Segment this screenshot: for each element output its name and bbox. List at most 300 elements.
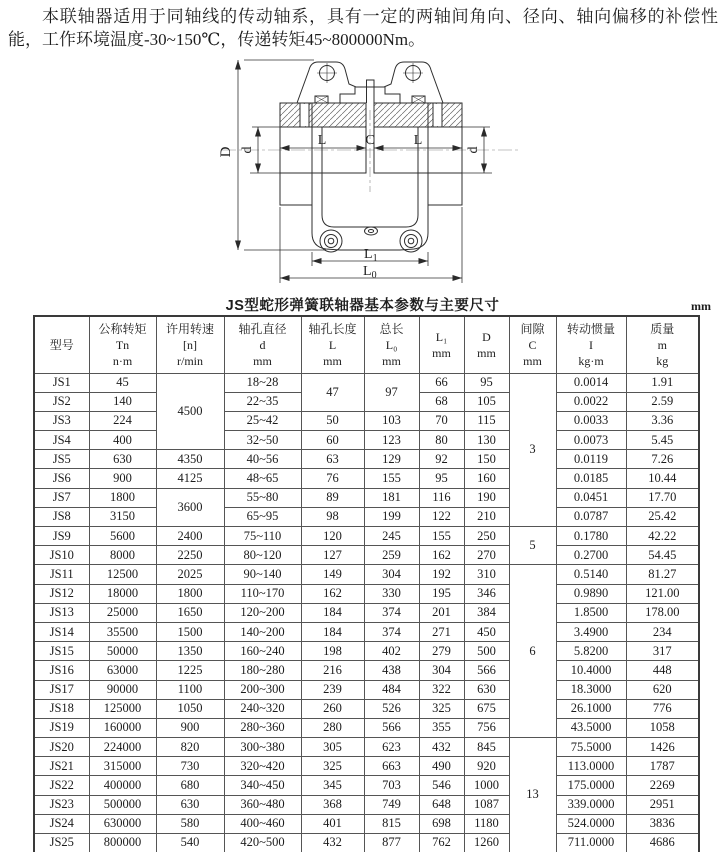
cell: 815 (364, 814, 419, 833)
cell: 45 (89, 373, 156, 392)
table-row (34, 776, 699, 795)
cell: JS18 (34, 699, 89, 718)
cell: 300~380 (224, 738, 301, 757)
cell: JS8 (34, 507, 89, 526)
cell: 1.8500 (556, 603, 626, 622)
cell: 900 (156, 718, 224, 737)
cell: 526 (364, 699, 419, 718)
table-row (34, 834, 699, 852)
cell: 18000 (89, 584, 156, 603)
cell: 43.5000 (556, 718, 626, 737)
cell: 25.42 (626, 507, 699, 526)
cell: 630 (89, 450, 156, 469)
cell: 7.26 (626, 450, 699, 469)
cell: 184 (301, 622, 364, 641)
cell: 4686 (626, 834, 699, 852)
cell: 122 (419, 507, 464, 526)
cell: 224000 (89, 738, 156, 757)
cell: JS7 (34, 488, 89, 507)
lug-bolt-hole-left (317, 63, 337, 83)
cell: 25~42 (224, 411, 301, 430)
table-row (34, 431, 699, 450)
table-row (34, 373, 699, 392)
cell: JS14 (34, 622, 89, 641)
cell: 155 (419, 527, 464, 546)
cell: 240~320 (224, 699, 301, 718)
cover-bolt-left (320, 230, 342, 252)
cell: 368 (301, 795, 364, 814)
cell: 2025 (156, 565, 224, 584)
cell: 121.00 (626, 584, 699, 603)
table-row (34, 642, 699, 661)
cell: 178.00 (626, 603, 699, 622)
cell: 620 (626, 680, 699, 699)
cell: 250 (464, 527, 509, 546)
cell: 115 (464, 411, 509, 430)
cell: 820 (156, 738, 224, 757)
cell: 76 (301, 469, 364, 488)
header-row (34, 316, 699, 373)
cell: 280~360 (224, 718, 301, 737)
cell: 762 (419, 834, 464, 852)
cell: 260 (301, 699, 364, 718)
cell: JS4 (34, 431, 89, 450)
cell: 450 (464, 622, 509, 641)
cell: 113.0000 (556, 757, 626, 776)
cell: 184 (301, 603, 364, 622)
cell: 120~200 (224, 603, 301, 622)
cell: 0.9890 (556, 584, 626, 603)
cell: 0.0185 (556, 469, 626, 488)
cell: 400000 (89, 776, 156, 795)
table-row (34, 622, 699, 641)
cell: 500000 (89, 795, 156, 814)
cell: 98 (301, 507, 364, 526)
cell: JS2 (34, 392, 89, 411)
cell: 216 (301, 661, 364, 680)
cell: 305 (301, 738, 364, 757)
cell: 0.0022 (556, 392, 626, 411)
cell: 2250 (156, 546, 224, 565)
unit-label: mm (691, 299, 711, 313)
cell: 432 (419, 738, 464, 757)
table-title: JS型蛇形弹簧联轴器基本参数与主要尺寸 (225, 298, 500, 314)
cell: 317 (626, 642, 699, 661)
cell: 2951 (626, 795, 699, 814)
cell: 149 (301, 565, 364, 584)
cell: 1426 (626, 738, 699, 757)
dim-label-L0: $L_0$ (363, 264, 377, 281)
cell: 40~56 (224, 450, 301, 469)
cell: 35500 (89, 622, 156, 641)
cell: 160 (464, 469, 509, 488)
cell: JS13 (34, 603, 89, 622)
header-cell: 型号 (34, 316, 89, 373)
cell: 1800 (156, 584, 224, 603)
cell: JS21 (34, 757, 89, 776)
cell: 50 (301, 411, 364, 430)
dim-label-L-left: L (317, 133, 327, 148)
cell: 80 (419, 431, 464, 450)
table-body (34, 373, 699, 852)
cell: 703 (364, 776, 419, 795)
cell: 1260 (464, 834, 509, 852)
cell: 315000 (89, 757, 156, 776)
cell: 55~80 (224, 488, 301, 507)
cell: 3.36 (626, 411, 699, 430)
cell: 304 (419, 661, 464, 680)
cell: 198 (301, 642, 364, 661)
cell: 374 (364, 603, 419, 622)
cell: 90~140 (224, 565, 301, 584)
cell: 175.0000 (556, 776, 626, 795)
cell: 877 (364, 834, 419, 852)
cell: 160~240 (224, 642, 301, 661)
cell: 2.59 (626, 392, 699, 411)
header-cell: 间隙 C mm (509, 316, 556, 373)
cell: 65~95 (224, 507, 301, 526)
cell: 5.45 (626, 431, 699, 450)
table-row (34, 718, 699, 737)
cell: 1100 (156, 680, 224, 699)
cell: 663 (364, 757, 419, 776)
cell: 2269 (626, 776, 699, 795)
cover-bolt-right (400, 230, 422, 252)
cell: 420~500 (224, 834, 301, 852)
cell: 756 (464, 718, 509, 737)
cell: 81.27 (626, 565, 699, 584)
cell: 4125 (156, 469, 224, 488)
cell: 68 (419, 392, 464, 411)
table-row (34, 584, 699, 603)
header-cell: 转动惯量 I kg·m (556, 316, 626, 373)
cell: 17.70 (626, 488, 699, 507)
cell: 6 (509, 565, 556, 738)
cell: 401 (301, 814, 364, 833)
cell: 1500 (156, 622, 224, 641)
cell: 3836 (626, 814, 699, 833)
dim-label-L-right: L (413, 133, 423, 148)
cell: 0.0119 (556, 450, 626, 469)
cell: 1650 (156, 603, 224, 622)
table-row (34, 661, 699, 680)
cell: 320~420 (224, 757, 301, 776)
cell: 920 (464, 757, 509, 776)
header-cell: 公称转矩 Tn n·m (89, 316, 156, 373)
table-row (34, 603, 699, 622)
cell: 42.22 (626, 527, 699, 546)
table-row (34, 795, 699, 814)
cell: 546 (419, 776, 464, 795)
cell: 5600 (89, 527, 156, 546)
cell: 259 (364, 546, 419, 565)
lug-bolt-hole-right (403, 63, 423, 83)
cell: 180~280 (224, 661, 301, 680)
table-row (34, 488, 699, 507)
dim-label-d-left: d (240, 146, 255, 154)
table-row (34, 757, 699, 776)
cell: 140~200 (224, 622, 301, 641)
cell: 18.3000 (556, 680, 626, 699)
cell: 0.5140 (556, 565, 626, 584)
cell: 26.1000 (556, 699, 626, 718)
cell: 130 (464, 431, 509, 450)
cell: 490 (419, 757, 464, 776)
cell: 384 (464, 603, 509, 622)
cell: 201 (419, 603, 464, 622)
cell: JS10 (34, 546, 89, 565)
cell: 5 (509, 527, 556, 565)
cell: 129 (364, 450, 419, 469)
cell: 1787 (626, 757, 699, 776)
cell: 245 (364, 527, 419, 546)
cell: 199 (364, 507, 419, 526)
dim-label-D: D (218, 146, 234, 158)
cell: 346 (464, 584, 509, 603)
cell: 80~120 (224, 546, 301, 565)
intro-paragraph: 本联轴器适用于同轴线的传动轴系，具有一定的两轴间角向、径向、轴向偏移的补偿性能，工作环境温度-30~150℃，传递转矩45~800000Nm。 (8, 7, 718, 49)
cell: 1087 (464, 795, 509, 814)
cell: 1225 (156, 661, 224, 680)
cell: 22~35 (224, 392, 301, 411)
cell: 234 (626, 622, 699, 641)
cell: 3600 (156, 488, 224, 526)
cell: JS1 (34, 373, 89, 392)
table-row (34, 469, 699, 488)
cell: 270 (464, 546, 509, 565)
cell: 271 (419, 622, 464, 641)
cell: 123 (364, 431, 419, 450)
cell: 432 (301, 834, 364, 852)
cell: 0.2700 (556, 546, 626, 565)
cell: 280 (301, 718, 364, 737)
table-row (34, 699, 699, 718)
cell: 310 (464, 565, 509, 584)
cell: 54.45 (626, 546, 699, 565)
table-row (34, 507, 699, 526)
header-cell: 轴孔直径 d mm (224, 316, 301, 373)
cell: 18~28 (224, 373, 301, 392)
cell: 1800 (89, 488, 156, 507)
header-cell: 轴孔长度 L mm (301, 316, 364, 373)
cell: 1058 (626, 718, 699, 737)
cell: 105 (464, 392, 509, 411)
cell: 800000 (89, 834, 156, 852)
cell: 0.1780 (556, 527, 626, 546)
cell: 540 (156, 834, 224, 852)
table-row (34, 450, 699, 469)
cell: 200~300 (224, 680, 301, 699)
cell: JS25 (34, 834, 89, 852)
cell: 623 (364, 738, 419, 757)
cell: 63 (301, 450, 364, 469)
table-row (34, 565, 699, 584)
cell: 3.4900 (556, 622, 626, 641)
cell: 3150 (89, 507, 156, 526)
cell: 360~480 (224, 795, 301, 814)
cell: 402 (364, 642, 419, 661)
cell: 1180 (464, 814, 509, 833)
cell: 698 (419, 814, 464, 833)
cell: 8000 (89, 546, 156, 565)
cell: 97 (364, 373, 419, 411)
cell: 0.0033 (556, 411, 626, 430)
cell: 125000 (89, 699, 156, 718)
cell: 12500 (89, 565, 156, 584)
cell: 776 (626, 699, 699, 718)
cell: 195 (419, 584, 464, 603)
cell: 95 (419, 469, 464, 488)
table-row (34, 680, 699, 699)
cell: 110~170 (224, 584, 301, 603)
dim-label-d-right: d (466, 146, 481, 154)
cell: 181 (364, 488, 419, 507)
cell: 63000 (89, 661, 156, 680)
cell: 566 (464, 661, 509, 680)
cell: JS15 (34, 642, 89, 661)
cell: 730 (156, 757, 224, 776)
cell: 355 (419, 718, 464, 737)
cell: 1050 (156, 699, 224, 718)
table-row (34, 546, 699, 565)
cell: 50000 (89, 642, 156, 661)
cell: 75~110 (224, 527, 301, 546)
cell: 566 (364, 718, 419, 737)
cell: 1350 (156, 642, 224, 661)
cell: 90000 (89, 680, 156, 699)
cell: 304 (364, 565, 419, 584)
cell: 500 (464, 642, 509, 661)
cell: 70 (419, 411, 464, 430)
cell: 711.0000 (556, 834, 626, 852)
cell: JS11 (34, 565, 89, 584)
cell: 66 (419, 373, 464, 392)
cell: 0.0014 (556, 373, 626, 392)
cell: 680 (156, 776, 224, 795)
cell: 580 (156, 814, 224, 833)
cell: 192 (419, 565, 464, 584)
cell: 330 (364, 584, 419, 603)
cell: 448 (626, 661, 699, 680)
cell: 162 (419, 546, 464, 565)
cell: 120 (301, 527, 364, 546)
cell: 325 (419, 699, 464, 718)
cell: 630 (464, 680, 509, 699)
cell: 438 (364, 661, 419, 680)
cell: 47 (301, 373, 364, 411)
cell: 150 (464, 450, 509, 469)
cell: 25000 (89, 603, 156, 622)
cell: 0.0451 (556, 488, 626, 507)
cell: 675 (464, 699, 509, 718)
header-cell: D mm (464, 316, 509, 373)
cell: 103 (364, 411, 419, 430)
cell: 484 (364, 680, 419, 699)
cell: 5.8200 (556, 642, 626, 661)
cell: 900 (89, 469, 156, 488)
cell: JS5 (34, 450, 89, 469)
cell: 339.0000 (556, 795, 626, 814)
cell: 749 (364, 795, 419, 814)
cell: 0.0073 (556, 431, 626, 450)
cell: 400 (89, 431, 156, 450)
cell: 210 (464, 507, 509, 526)
cell: JS24 (34, 814, 89, 833)
table-row (34, 814, 699, 833)
cell: 155 (364, 469, 419, 488)
cell: 48~65 (224, 469, 301, 488)
cell: JS22 (34, 776, 89, 795)
dim-label-L1: $L_1$ (364, 247, 378, 264)
cell: 1.91 (626, 373, 699, 392)
cell: JS19 (34, 718, 89, 737)
cell: 630 (156, 795, 224, 814)
cell: JS9 (34, 527, 89, 546)
cell: 32~50 (224, 431, 301, 450)
cell: 1000 (464, 776, 509, 795)
cell: 845 (464, 738, 509, 757)
cell: 160000 (89, 718, 156, 737)
cell: 400~460 (224, 814, 301, 833)
cell: JS17 (34, 680, 89, 699)
cell: 116 (419, 488, 464, 507)
cell: 10.4000 (556, 661, 626, 680)
cell: JS23 (34, 795, 89, 814)
cell: 340~450 (224, 776, 301, 795)
table-row (34, 738, 699, 757)
cell: 524.0000 (556, 814, 626, 833)
coupling-diagram (180, 55, 550, 295)
cell: 89 (301, 488, 364, 507)
cell: 224 (89, 411, 156, 430)
cell: 95 (464, 373, 509, 392)
spec-table (33, 315, 700, 852)
cell: 3 (509, 373, 556, 527)
table-row (34, 411, 699, 430)
cell: JS20 (34, 738, 89, 757)
cell: JS3 (34, 411, 89, 430)
header-cell: 总长 L₀ mm (364, 316, 419, 373)
cell: 13 (509, 738, 556, 852)
cell: 140 (89, 392, 156, 411)
header-cell: 质量 m kg (626, 316, 699, 373)
cell: 322 (419, 680, 464, 699)
header-cell: L₁ mm (419, 316, 464, 373)
cell: 279 (419, 642, 464, 661)
dim-label-C: C (365, 133, 375, 148)
cell: 374 (364, 622, 419, 641)
cell: 4350 (156, 450, 224, 469)
cell: 630000 (89, 814, 156, 833)
header-cell: 许用转速 [n] r/min (156, 316, 224, 373)
cell: 10.44 (626, 469, 699, 488)
cell: 4500 (156, 373, 224, 450)
cell: 60 (301, 431, 364, 450)
cell: JS6 (34, 469, 89, 488)
cell: JS12 (34, 584, 89, 603)
cell: JS16 (34, 661, 89, 680)
cell: 239 (301, 680, 364, 699)
table-row (34, 527, 699, 546)
cell: 75.5000 (556, 738, 626, 757)
cell: 325 (301, 757, 364, 776)
cell: 2400 (156, 527, 224, 546)
cell: 92 (419, 450, 464, 469)
cell: 345 (301, 776, 364, 795)
cell: 0.0787 (556, 507, 626, 526)
cell: 162 (301, 584, 364, 603)
cell: 127 (301, 546, 364, 565)
